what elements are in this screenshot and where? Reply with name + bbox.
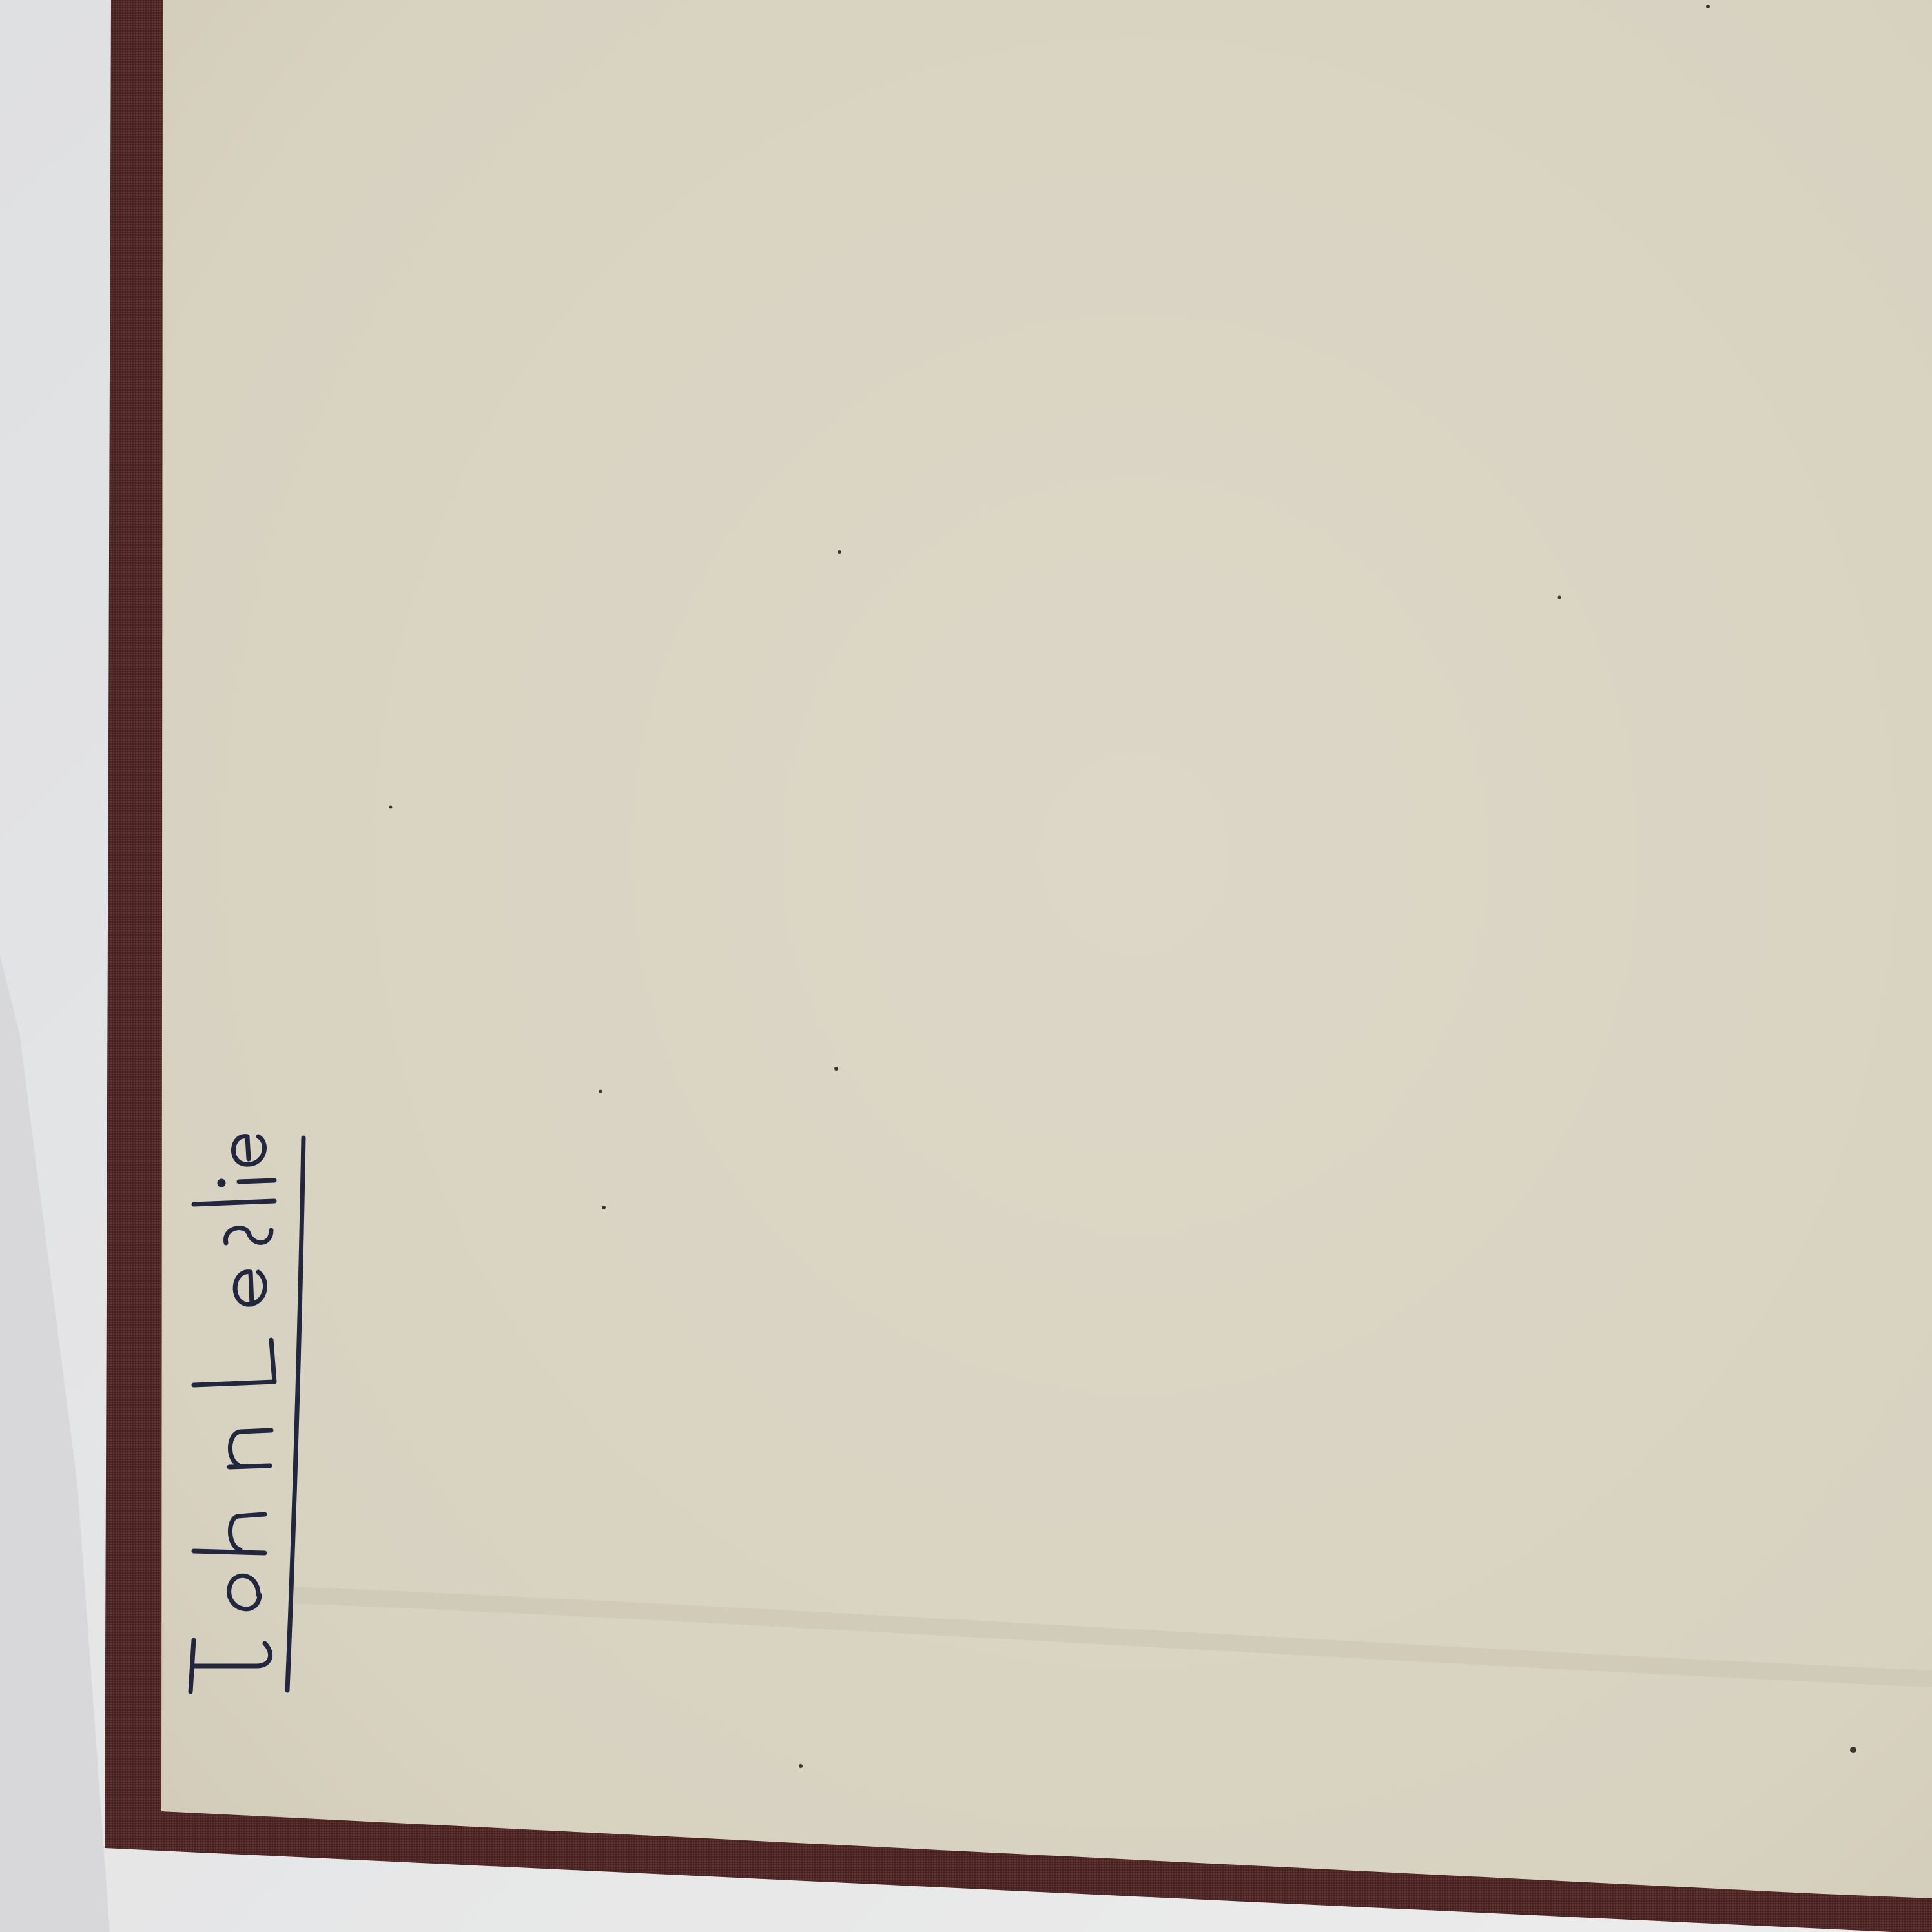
paper-sheet [161, 0, 1932, 1898]
